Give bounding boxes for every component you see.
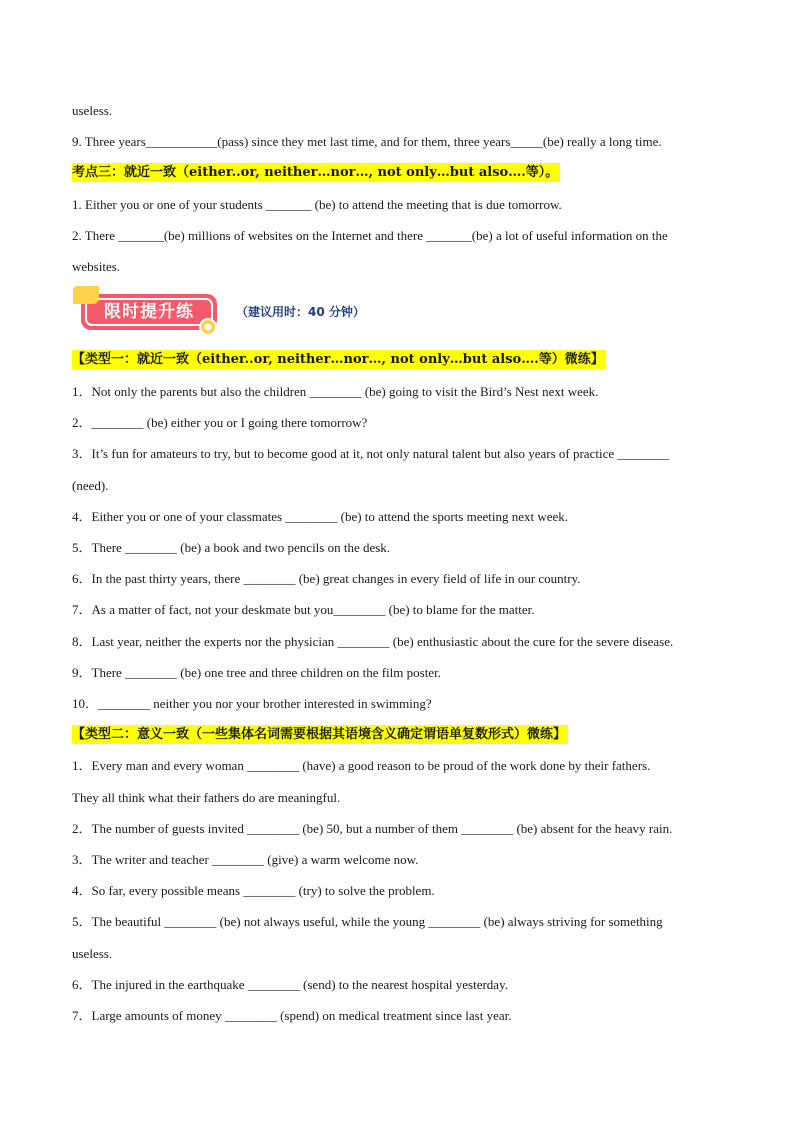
type2-item: 6．The injured in the earthquake ________ (send) to the nearest hospital yesterday. — [72, 977, 508, 992]
badge-ribbon-icon — [73, 286, 99, 304]
ring-icon — [197, 316, 219, 338]
type2-item: 4．So far, every possible means ________ (try) to solve the problem. — [72, 883, 435, 898]
type2-item: 5．The beautiful ________ (be) not always useful, while the young ________ (be) always striving for something — [72, 914, 663, 929]
type2-item: 3．The writer and teacher ________ (give) a warm welcome now. — [72, 852, 419, 867]
type2-item: 2．The number of guests invited ________ (be) 50, but a number of them ________ (be) absent for the heavy rain. — [72, 821, 673, 836]
type2-item-cont: useless. — [72, 946, 113, 961]
section-title-3: 考点三：就近一致（either..or, neither…nor…, not only…but also….等）。 — [72, 165, 559, 180]
type1-item: 2．________ (be) either you or I going there tomorrow? — [72, 415, 368, 430]
type1-item: 6．In the past thirty years, there ________ (be) great changes in every field of life in our country. — [72, 571, 581, 586]
practice-badge — [73, 286, 231, 342]
type2-item: 7．Large amounts of money ________ (spend) on medical treatment since last year. — [72, 1008, 512, 1023]
type1-item: 5．There ________ (be) a book and two pencils on the desk. — [72, 540, 391, 555]
type1-title: 【类型一：就近一致（either..or, neither…nor…, not only…but also….等）微练】 — [72, 352, 604, 367]
type1-item: 4．Either you or one of your classmates ________ (be) to attend the sports meeting next week. — [72, 509, 569, 524]
type1-item: 10．________ neither you nor your brother interested in swimming? — [72, 696, 432, 711]
type2-title: 【类型二：意义一致（一些集体名词需要根据其语境含义确定谓语单复数形式）微练】 — [72, 727, 567, 742]
badge-label: 限时提升练 — [85, 298, 213, 326]
section3-item-2: 2. There _______(be) millions of websites on the Internet and there _______(be) a lot of useful information on the — [72, 228, 668, 243]
exercise-item-9: 9. Three years___________(pass) since they met last time, and for them, three years_____(be) really a long time. — [72, 134, 662, 149]
section3-item-1: 1. Either you or one of your students _______ (be) to attend the meeting that is due tomorrow. — [72, 197, 562, 212]
section3-item-2-cont: websites. — [72, 259, 121, 274]
type2-item: 1．Every man and every woman ________ (have) a good reason to be proud of the work done by their fathers. — [72, 758, 651, 773]
suggested-time: （建议用时：40 分钟） — [236, 305, 365, 319]
type1-item: 9．There ________ (be) one tree and three children on the film poster. — [72, 665, 441, 680]
type1-item: 3．It’s fun for amateurs to try, but to become good at it, not only natural talent but also years of practice ________ — [72, 446, 670, 461]
type1-item-cont: (need). — [72, 478, 109, 493]
type1-item: 8．Last year, neither the experts nor the physician ________ (be) enthusiastic about the cure for the severe disease. — [72, 634, 674, 649]
type2-item-cont: They all think what their fathers do are meaningful. — [72, 790, 341, 805]
text-line: useless. — [72, 103, 113, 118]
type1-item: 1．Not only the parents but also the children ________ (be) going to visit the Bird’s Nest next week. — [72, 384, 599, 399]
type1-item: 7．As a matter of fact, not your deskmate but you________ (be) to blame for the matter. — [72, 602, 535, 617]
